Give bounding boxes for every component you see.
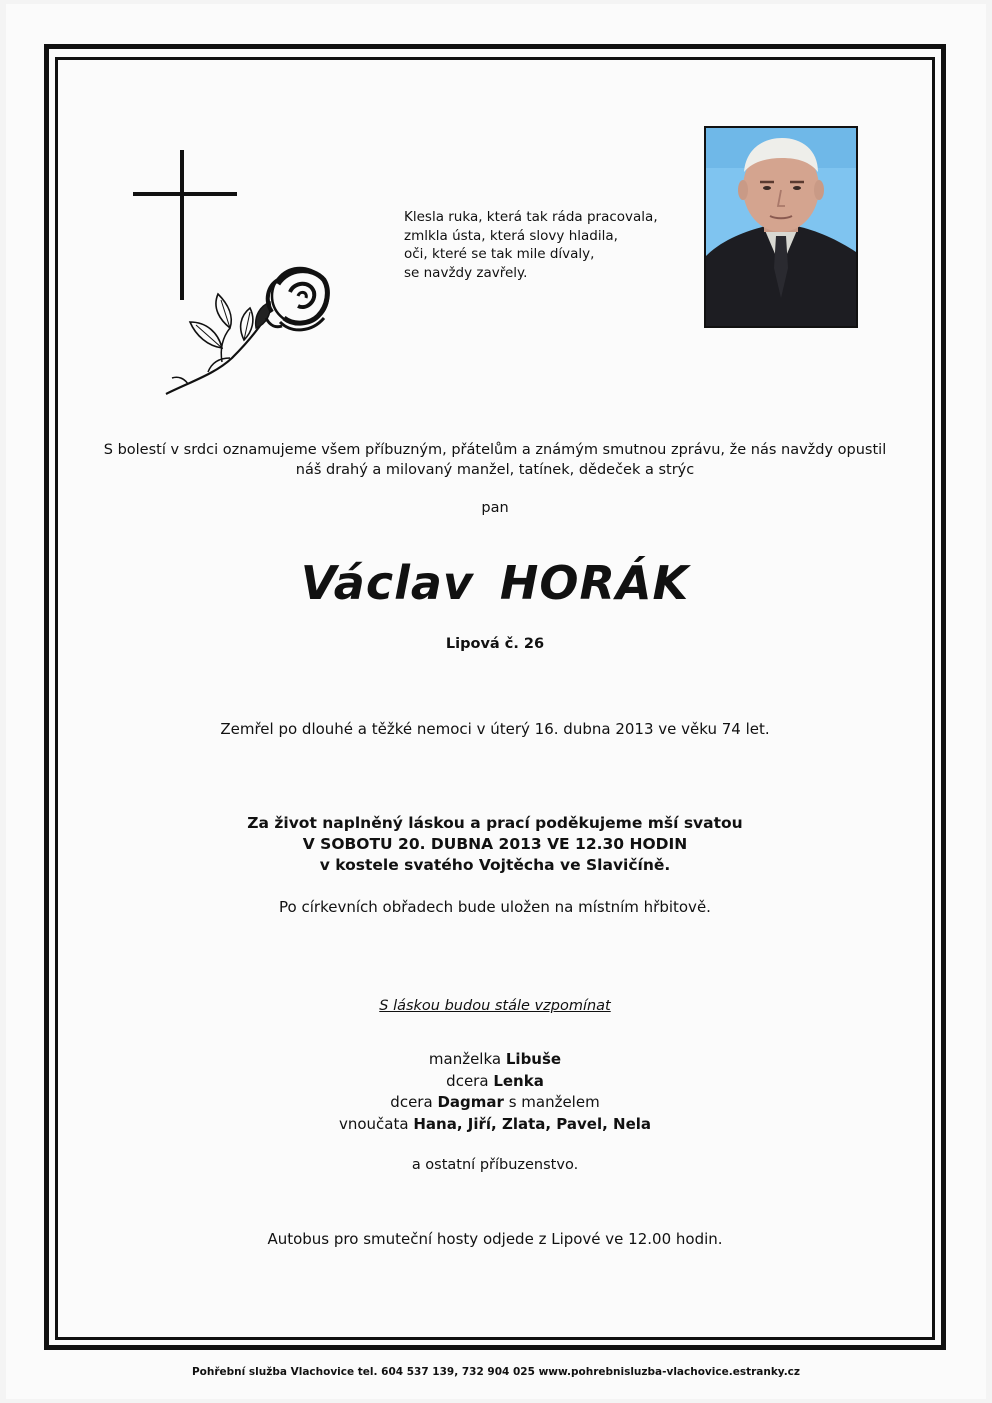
intro-line: S bolestí v srdci oznamujeme všem příbuzným, přátelům a známým smutnou zprávu, že nás navždy opustil [103, 442, 887, 458]
deceased-last-name: HORÁK [499, 556, 690, 610]
intro-line: náš drahý a milovaný manžel, tatínek, dědeček a strýc [295, 462, 695, 478]
remembrance-heading: S láskou budou stále vzpomínat [379, 998, 611, 1014]
poem-line: Klesla ruka, která tak ráda pracovala, [404, 209, 658, 225]
funeral-service-footer: Pohřební služba Vlachovice tel. 604 537 139, 732 904 025 www.pohrebnisluzba-vlachovice.estranky.cz [191, 1366, 801, 1378]
family-member: dcera Dagmar s manželem [390, 1093, 600, 1111]
mass-place-line: v kostele svatého Vojtěcha ve Slavičíně. [319, 856, 671, 874]
deceased-portrait [704, 126, 858, 328]
announcement-intro [60, 440, 930, 480]
deceased-name [60, 556, 930, 610]
mass-line: Za život naplněný láskou a prací poděkujeme mší svatou [247, 814, 743, 832]
family-member: manželka Libuše [428, 1050, 562, 1068]
poem-line: oči, které se tak mile dívaly, [404, 246, 595, 262]
salutation: pan [481, 500, 509, 516]
family-list [60, 1049, 930, 1135]
memorial-poem [404, 208, 694, 282]
funeral-mass-info [60, 813, 930, 876]
death-notice: Zemřel po dlouhé a těžké nemoci v úterý 16. dubna 2013 ve věku 74 let. [220, 720, 770, 738]
deceased-address: Lipová č. 26 [445, 636, 545, 652]
family-member: vnoučata Hana, Jiří, Zlata, Pavel, Nela [338, 1114, 652, 1133]
bus-info: Autobus pro smuteční hosty odjede z Lipové ve 12.00 hodin. [267, 1230, 723, 1248]
family-member: dcera Lenka [446, 1071, 544, 1090]
rose-icon [160, 262, 342, 402]
other-relatives: a ostatní příbuzenstvo. [411, 1157, 579, 1173]
mass-date-line: V SOBOTU 20. DUBNA 2013 VE 12.30 HODIN [302, 835, 688, 853]
poem-line: se navždy zavřely. [404, 264, 528, 281]
poem-line: zmlkla ústa, která slovy hladila, [404, 227, 618, 244]
deceased-first-name: Václav [300, 556, 474, 610]
burial-info: Po církevních obřadech bude uložen na místním hřbitově. [279, 898, 711, 916]
